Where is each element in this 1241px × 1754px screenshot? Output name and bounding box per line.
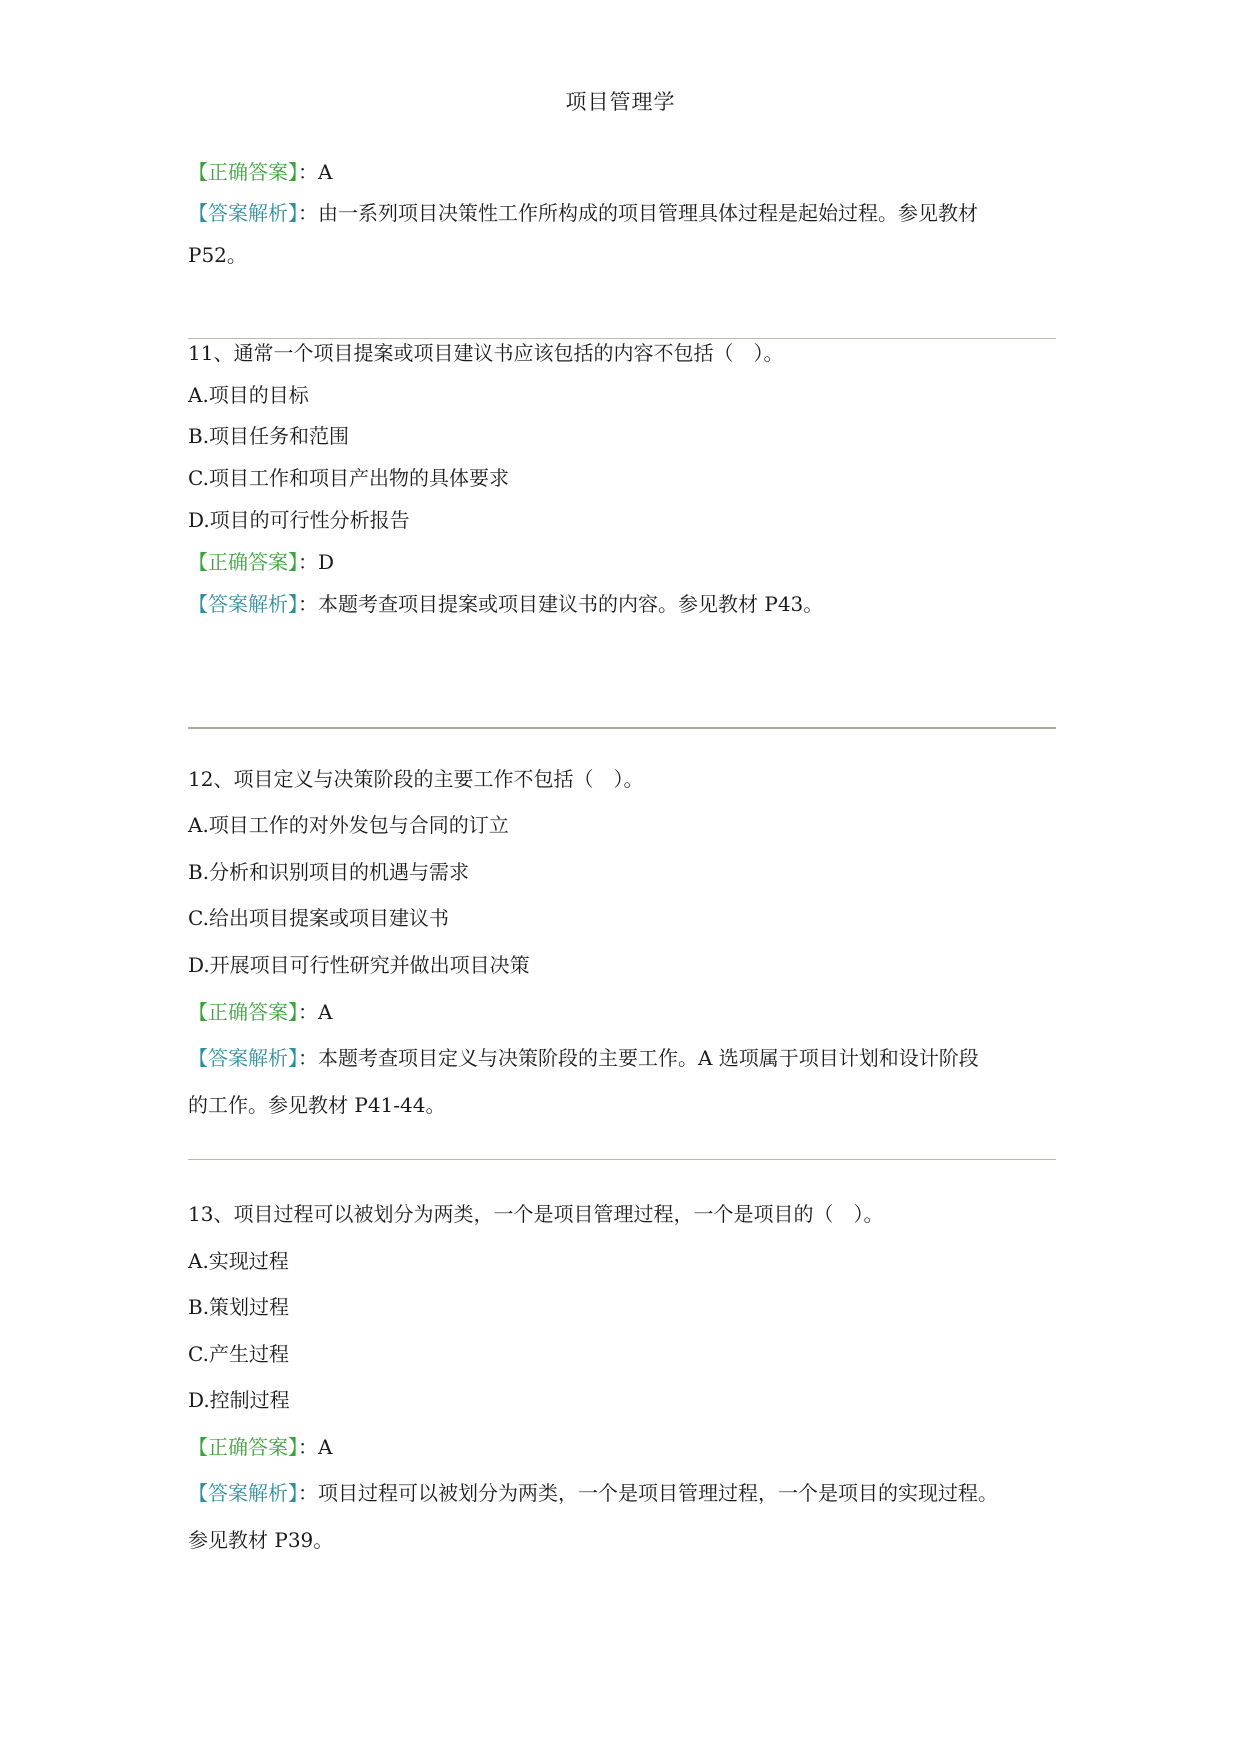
- q11-answer-value: ：D: [298, 550, 335, 574]
- q13-option-d: D.控制过程: [188, 1388, 290, 1412]
- analysis-label: 【答案解析】: [188, 1046, 298, 1070]
- question-divider: [188, 338, 1056, 339]
- q12-analysis-line: [188, 1046, 979, 1070]
- q13-option-b: B.策划过程: [188, 1295, 290, 1319]
- q11-analysis-line: [188, 592, 823, 616]
- q11-option-b: B.项目任务和范围: [188, 424, 350, 448]
- q13-analysis-continuation: 参见教材 P39。: [188, 1528, 334, 1552]
- q11-analysis-text: ：本题考查项目提案或项目建议书的内容。参见教材 P43。: [298, 592, 824, 616]
- q12-option-a: A.项目工作的对外发包与合同的订立: [188, 813, 509, 837]
- q12-answer-value: ：A: [298, 1000, 333, 1024]
- page-header-title: 项目管理学: [565, 90, 676, 114]
- correct-answer-label: 【正确答案】: [188, 1000, 298, 1024]
- q13-answer-value: ：A: [298, 1435, 333, 1459]
- q12-option-c: C.给出项目提案或项目建议书: [188, 906, 449, 930]
- q11-option-d: D.项目的可行性分析报告: [188, 508, 410, 532]
- q12-answer-line: [188, 1000, 332, 1024]
- q12-analysis-text: ：本题考查项目定义与决策阶段的主要工作。A 选项属于项目计划和设计阶段: [298, 1046, 979, 1070]
- correct-answer-label: 【正确答案】: [188, 1435, 298, 1459]
- q11-option-c: C.项目工作和项目产出物的具体要求: [188, 466, 509, 490]
- q11-answer-line: [188, 550, 334, 574]
- question-divider: [188, 1159, 1056, 1160]
- q12-stem: 12、项目定义与决策阶段的主要工作不包括（ ）。: [188, 767, 644, 791]
- correct-answer-label: 【正确答案】: [188, 550, 298, 574]
- q10-analysis-continuation: P52。: [188, 243, 247, 267]
- q13-option-c: C.产生过程: [188, 1342, 289, 1366]
- question-divider: [188, 727, 1056, 729]
- q10-answer-value: ：A: [298, 160, 333, 184]
- q10-analysis-line: [188, 201, 978, 225]
- q13-stem: 13、项目过程可以被划分为两类，一个是项目管理过程，一个是项目的（ ）。: [188, 1202, 884, 1226]
- q13-analysis-line: [188, 1481, 998, 1505]
- q12-option-b: B.分析和识别项目的机遇与需求: [188, 860, 470, 884]
- q11-option-a: A.项目的目标: [188, 383, 309, 407]
- analysis-label: 【答案解析】: [188, 592, 298, 616]
- q12-option-d: D.开展项目可行性研究并做出项目决策: [188, 953, 530, 977]
- correct-answer-label: 【正确答案】: [188, 160, 298, 184]
- analysis-label: 【答案解析】: [188, 201, 298, 225]
- q10-analysis-text: ：由一系列项目决策性工作所构成的项目管理具体过程是起始过程。参见教材: [298, 201, 978, 225]
- q13-option-a: A.实现过程: [188, 1249, 289, 1273]
- q13-analysis-text: ：项目过程可以被划分为两类，一个是项目管理过程，一个是项目的实现过程。: [298, 1481, 998, 1505]
- q12-analysis-continuation: 的工作。参见教材 P41-44。: [188, 1093, 446, 1117]
- q13-answer-line: [188, 1435, 332, 1459]
- q10-answer-line: [188, 160, 332, 184]
- q11-stem: 11、通常一个项目提案或项目建议书应该包括的内容不包括（ ）。: [188, 341, 784, 365]
- analysis-label: 【答案解析】: [188, 1481, 298, 1505]
